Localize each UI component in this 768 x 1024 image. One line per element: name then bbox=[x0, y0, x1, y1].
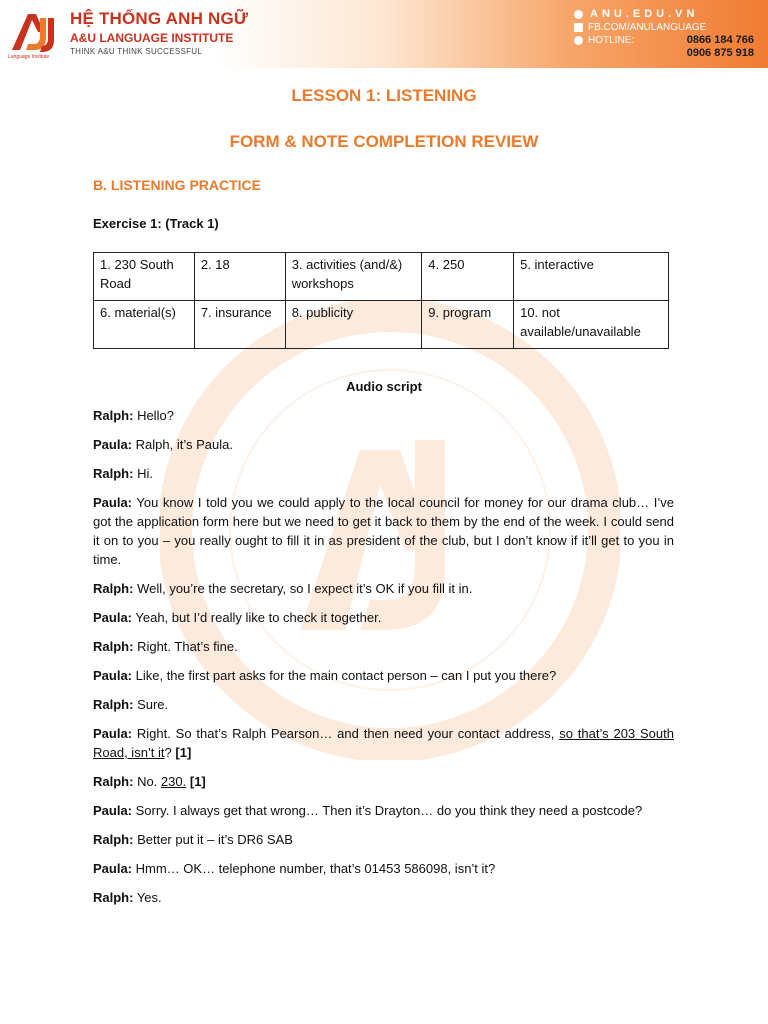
script-line bbox=[93, 435, 674, 454]
speaker-label: Paula: bbox=[93, 668, 133, 683]
answer-cell: 1. 230 South Road bbox=[94, 253, 195, 301]
answer-marker: [1] bbox=[189, 774, 206, 789]
speaker-label: Ralph: bbox=[93, 466, 134, 481]
line-text: Hi. bbox=[133, 466, 153, 481]
audio-script-heading: Audio script bbox=[346, 379, 422, 394]
script-line bbox=[93, 637, 674, 656]
script-line bbox=[93, 666, 674, 685]
script-line bbox=[93, 695, 674, 714]
answer-cell: 10. not available/unavailable bbox=[514, 301, 669, 349]
anu-logo-icon bbox=[10, 10, 64, 54]
script-line bbox=[93, 772, 674, 791]
answer-cell: 3. activities (and/&) workshops bbox=[285, 253, 422, 301]
line-text: Well, you’re the secretary, so I expect it’s OK if you fill it in. bbox=[133, 581, 473, 596]
phone-icon bbox=[574, 36, 583, 45]
line-text: Right. That’s fine. bbox=[133, 639, 238, 654]
hotline-number-1: 0866 184 766 bbox=[686, 34, 754, 46]
logo-subtitle: Language Institute bbox=[8, 54, 50, 60]
line-text: Hmm… OK… telephone number, that’s 01453 586098, isn’t it? bbox=[132, 861, 496, 876]
speaker-label: Ralph: bbox=[93, 890, 134, 905]
speaker-label: Paula: bbox=[93, 726, 133, 741]
exercise-heading: Exercise 1: (Track 1) bbox=[93, 216, 219, 231]
speaker-label: Paula: bbox=[93, 437, 133, 452]
brand-name-vietnamese: HỆ THỐNG ANH NGỮ bbox=[70, 9, 249, 28]
script-line bbox=[93, 493, 674, 569]
answer-cell: 9. program bbox=[422, 301, 514, 349]
line-text: No. bbox=[133, 774, 161, 789]
line-text: Like, the first part asks for the main contact person – can I put you there? bbox=[132, 668, 557, 683]
line-text: Sure. bbox=[133, 697, 169, 712]
line-text: Better put it – it’s DR6 SAB bbox=[133, 832, 293, 847]
globe-icon bbox=[574, 10, 583, 19]
brand-name-english: A&U LANGUAGE INSTITUTE bbox=[70, 31, 234, 45]
answer-cell: 5. interactive bbox=[514, 253, 669, 301]
facebook-link[interactable]: FB.COM/ANULANGUAGE bbox=[588, 22, 707, 33]
line-text: Yes. bbox=[133, 890, 162, 905]
line-text: Ralph, it’s Paula. bbox=[132, 437, 233, 452]
hotline-number-2: 0906 875 918 bbox=[686, 47, 754, 59]
answer-marker: [1] bbox=[175, 745, 192, 760]
script-line bbox=[93, 579, 674, 598]
answer-cell: 7. insurance bbox=[194, 301, 285, 349]
answer-underline: so that’s 203 South Road, isn’t it bbox=[93, 726, 674, 760]
script-line bbox=[93, 464, 674, 483]
line-text: Hello? bbox=[133, 408, 174, 423]
hotline-label: HOTLINE: bbox=[588, 35, 635, 46]
lesson-subtitle: FORM & NOTE COMPLETION REVIEW bbox=[229, 132, 539, 151]
script-line bbox=[93, 608, 674, 627]
line-text: Yeah, but I’d really like to check it together. bbox=[132, 610, 382, 625]
line-text: Right. So that’s Ralph Pearson… and then need your contact address, bbox=[132, 726, 560, 741]
speaker-label: Paula: bbox=[93, 495, 133, 510]
contact-block bbox=[574, 8, 754, 60]
script-line bbox=[93, 859, 674, 878]
speaker-label: Ralph: bbox=[93, 408, 134, 423]
script-line bbox=[93, 801, 674, 820]
speaker-label: Paula: bbox=[93, 861, 133, 876]
speaker-label: Ralph: bbox=[93, 581, 134, 596]
script-line bbox=[93, 724, 674, 762]
answer-underline: 230. bbox=[160, 774, 187, 789]
line-text: Sorry. I always get that wrong… Then it’s Drayton… do you think they need a postcode? bbox=[132, 803, 643, 818]
speaker-label: Ralph: bbox=[93, 774, 134, 789]
speaker-label: Ralph: bbox=[93, 832, 134, 847]
script-line bbox=[93, 888, 674, 907]
answer-cell: 4. 250 bbox=[422, 253, 514, 301]
website-link[interactable]: ANU.EDU.VN bbox=[590, 8, 699, 20]
line-text-after: ? bbox=[164, 745, 176, 760]
page-header bbox=[0, 0, 768, 68]
answer-cell: 8. publicity bbox=[285, 301, 422, 349]
line-text: You know I told you we could apply to the local council for money for our drama club… I’ve got the application form here but we need to get it back to them by the end of the week. I could send it on to you – you really ought to fill it in as president of the club, but I don’t know if it’ll get to you in time. bbox=[93, 495, 674, 567]
speaker-label: Paula: bbox=[93, 803, 133, 818]
answer-cell: 2. 18 bbox=[194, 253, 285, 301]
speaker-label: Ralph: bbox=[93, 697, 134, 712]
table-row bbox=[94, 253, 669, 301]
table-row bbox=[94, 301, 669, 349]
audio-script bbox=[93, 406, 674, 917]
speaker-label: Paula: bbox=[93, 610, 133, 625]
script-line bbox=[93, 830, 674, 849]
answer-table bbox=[93, 252, 669, 349]
script-line bbox=[93, 406, 674, 425]
brand-slogan: THINK A&U THINK SUCCESSFUL bbox=[70, 47, 203, 56]
section-heading: B. LISTENING PRACTICE bbox=[93, 177, 262, 193]
answer-cell: 6. material(s) bbox=[94, 301, 195, 349]
lesson-title: LESSON 1: LISTENING bbox=[291, 86, 477, 105]
speaker-label: Ralph: bbox=[93, 639, 134, 654]
facebook-icon bbox=[574, 23, 583, 32]
